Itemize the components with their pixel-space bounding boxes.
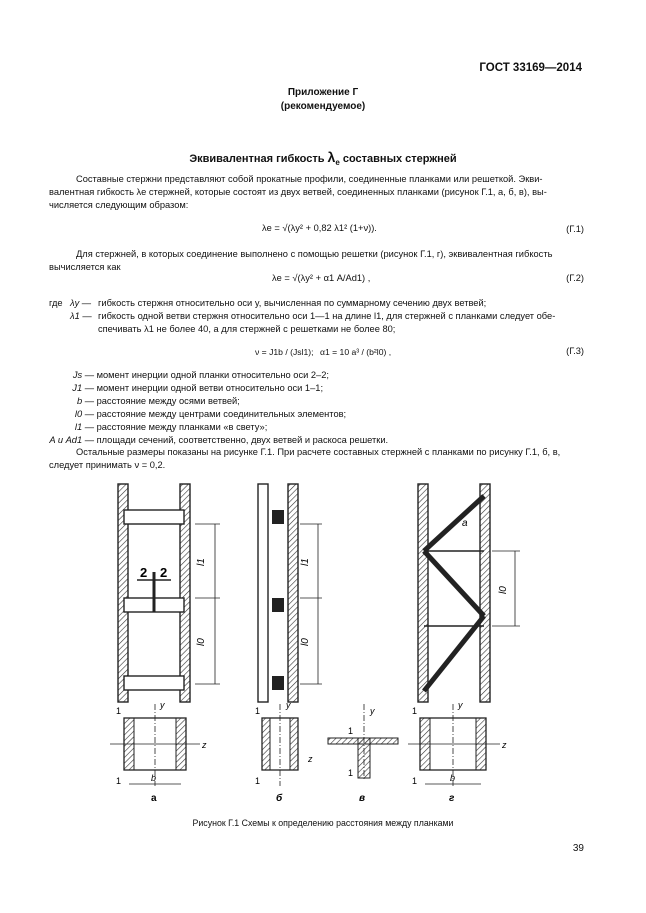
where-desc-2a: гибкость одной ветви стержня относительно оси 1—1 на длине l1, для стержней с планками следует обе- (98, 311, 556, 321)
remaining-line-2: следует принимать ν = 0,2. (49, 460, 166, 470)
dim-l0-g: l0 (498, 586, 509, 594)
axis-1-g-top: 1 (412, 706, 418, 716)
label-g: г (449, 793, 455, 804)
axis-z-a: z (202, 740, 207, 750)
scheme-a-elevation (118, 484, 220, 702)
section-title-part-b: составных стержней (339, 153, 457, 165)
dim-l0-a: l0 (196, 638, 207, 646)
appendix-title: Приложение Г (287, 87, 359, 98)
axis-z-g: z (502, 740, 507, 750)
scheme-b-elevation (258, 484, 322, 702)
dim-b-a: b (151, 773, 157, 783)
equation-2: λe = √(λy² + α1 A/Ad1) , (272, 273, 371, 283)
where-symbol-2: λ1 — (70, 311, 92, 321)
legend-item: b — расстояние между осями ветвей; (76, 396, 240, 406)
axis-1-b-bottom: 1 (255, 776, 261, 786)
equation-3-nu: ν = J1b / (Jsl1); (255, 347, 314, 357)
axis-y-b: y (286, 700, 291, 710)
where-desc-2b: спечивать λ1 не более 40, а для стержней с решетками не более 80; (98, 324, 396, 334)
legend-item: l0 — расстояние между центрами соединительных элементов; (74, 409, 347, 419)
axis-1-a-bottom: 1 (116, 776, 122, 786)
section-lambda: λ (327, 149, 336, 165)
intro-line-2: валентная гибкость λe стержней, которые состоят из двух ветвей, соединенных планками (рисунок Г.1, а, б, в), вы- (49, 187, 547, 197)
label-b: б (276, 793, 283, 804)
label-a: а (151, 793, 157, 804)
dim-l1-b: l1 (300, 558, 311, 566)
lattice-line-2: вычисляется как (49, 262, 121, 272)
intro-line-1: Составные стержни представляют собой прокатные профили, соединенные планками или решеткой. Экви- (76, 174, 543, 184)
axis-1-v-top: 1 (348, 726, 354, 736)
axis-1-g-bottom: 1 (412, 776, 418, 786)
intro-line-3: числяется следующим образом: (49, 200, 189, 210)
section-mark-left: 2 (140, 565, 148, 580)
equation-3-number: (Г.3) (566, 346, 584, 356)
equation-2-number: (Г.2) (566, 273, 584, 283)
page-number: 39 (572, 843, 584, 854)
figure-caption: Рисунок Г.1 Схемы к определению расстояния между планками (192, 818, 454, 828)
section-lambda-sub: e (335, 158, 340, 168)
legend-item: l1 — расстояние между планками «в свету»; (74, 422, 268, 432)
lattice-line-1: Для стержней, в которых соединение выполнено с помощью решетки (рисунок Г.1, г), эквивалентная гибкость (76, 249, 553, 259)
appendix-subtitle: (рекомендуемое) (280, 101, 366, 112)
scheme-g-elevation (418, 484, 520, 702)
axis-z-b: z (308, 754, 313, 764)
figure-g1 (100, 476, 530, 806)
label-v: в (359, 793, 366, 804)
remaining-line-1: Остальные размеры показаны на рисунке Г.1. При расчете составных стержней с планками по рисунку Г.1, б, в, (76, 447, 561, 457)
equation-3-alpha: α1 = 10 a³ / (b²l0) , (320, 347, 392, 357)
where-symbol-1: λy — (70, 298, 92, 308)
legend-item: Js — момент инерции одной планки относительно оси 2–2; (72, 370, 329, 380)
dim-l0-b: l0 (300, 638, 311, 646)
section-mark-right: 2 (160, 565, 168, 580)
axis-1-v-bottom: 1 (348, 768, 354, 778)
axis-y-a: y (160, 700, 165, 710)
axis-1-b-top: 1 (255, 706, 261, 716)
axis-y-v: y (370, 706, 375, 716)
equation-1: λe = √(λy² + 0,82 λ1² (1+ν)). (262, 223, 377, 233)
equation-1-number: (Г.1) (566, 224, 584, 234)
section-title-part-a: Эквивалентная гибкость (189, 153, 328, 165)
legend-item: J1 — момент инерции одной ветви относительно оси 1–1; (72, 383, 324, 393)
dim-a-g: a (462, 518, 468, 529)
where-label: где (49, 298, 63, 308)
cross-sections (110, 700, 507, 804)
legend-item: A и Ad1 — площади сечений, соответственно, двух ветвей и раскоса решетки. (49, 435, 389, 445)
axis-y-g: y (458, 700, 463, 710)
where-desc-1: гибкость стержня относительно оси y, вычисленная по суммарному сечению двух ветвей; (98, 298, 487, 308)
axis-1-a-top: 1 (116, 706, 122, 716)
legend-list (44, 369, 604, 447)
document-id: ГОСТ 33169—2014 (479, 62, 582, 74)
dim-l1-a: l1 (196, 558, 207, 566)
section-title (0, 149, 646, 167)
dim-b-g: b (450, 773, 456, 783)
